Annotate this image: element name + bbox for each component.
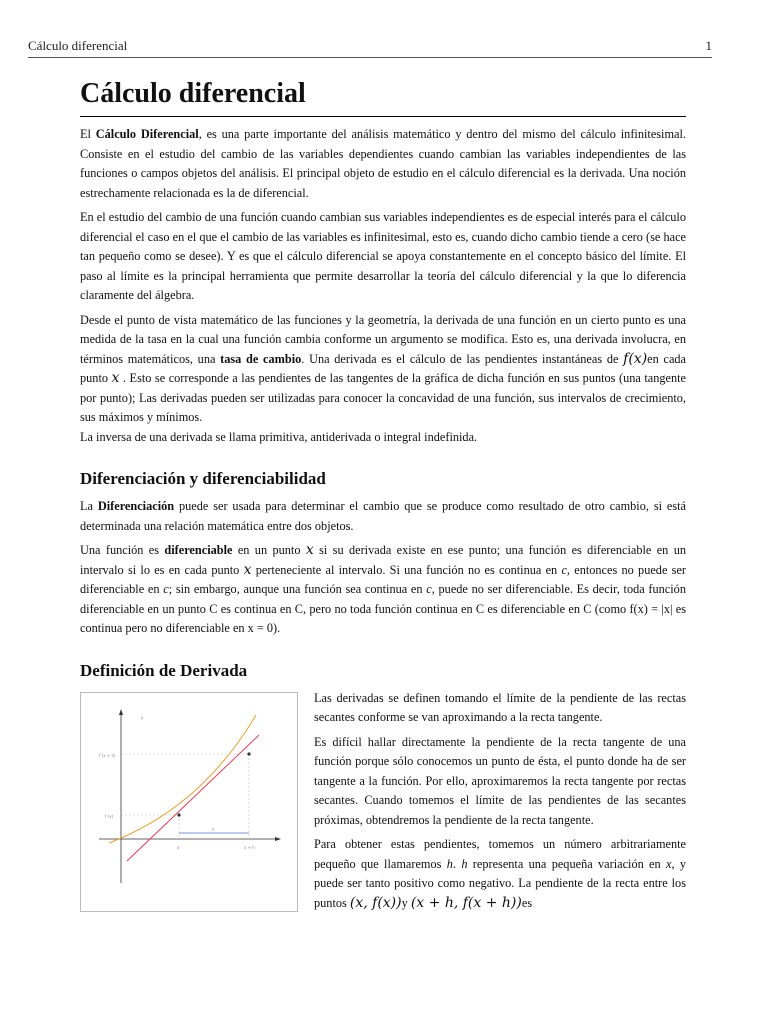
intro-paragraph-3 <box>80 311 686 448</box>
point-xh-fxh <box>247 752 250 755</box>
text-run: , es una parte importante del análisis matemático y dentro del mismo del cálculo infinitesimal. Consiste en el estudio del cambio de las variables dependientes cuando cambian las variables independientes de las funciones o campos objetos del análisis. El principal objeto de estudio en el cálculo diferencial es la derivada. Una noción estrechamente relacionada es la de diferencial. <box>80 127 686 200</box>
text-run: . Una derivada es el cálculo de las pendientes instantáneas de <box>301 351 624 366</box>
section1-paragraph-1 <box>80 497 686 536</box>
text-run: , entonces no puede ser diferenciable en <box>80 562 686 596</box>
secant-tangent-diagram <box>81 693 297 911</box>
label-x: x <box>177 844 180 850</box>
text-run: La <box>80 499 98 513</box>
text-run: Para obtener estas pendientes, tomemos un número arbitrariamente pequeño que llamaremos <box>314 837 686 871</box>
text-run: . Esto se corresponde a las pendientes de las tangentes de la gráfica de dicha función en sus puntos (una tangente por punto); Las derivadas pueden ser utilizadas para conocer la concavidad de una función, sus intervalos de crecimiento, sus máximos y mínimos. <box>80 371 686 424</box>
math-x: x <box>243 561 252 578</box>
x-axis-arrow-icon <box>275 837 281 841</box>
label-y: y <box>141 714 144 720</box>
function-curve <box>109 715 256 843</box>
text-run: en un punto <box>232 543 306 557</box>
running-header <box>28 38 712 58</box>
math-fx: f(x) <box>623 350 648 367</box>
text-run: , puede no ser diferenciable. Es decir, toda función diferenciable en un punto C es continua en C, pero no toda función continua en C es diferenciable en C (como f(x) = |x| es continua pero no diferenciable en x = 0). <box>80 582 686 635</box>
math-point-x-fx: (x, f(x)) <box>349 894 402 911</box>
text-run: es <box>521 895 533 910</box>
label-fxh: f (x + h) <box>99 752 116 758</box>
text-run: en cada punto <box>80 351 687 385</box>
term-tasa-de-cambio: tasa de cambio <box>220 351 302 366</box>
running-header-title: Cálculo diferencial <box>28 38 128 53</box>
text-run: puede ser usada para determinar el cambio que se produce como resultado de otro cambio, si está determinada una relación matemática entre dos objetos. <box>80 499 686 533</box>
text-run: Una función es <box>80 543 165 557</box>
intro-paragraph-1 <box>80 125 686 203</box>
page-number: 1 <box>705 38 712 53</box>
math-x: x <box>666 856 672 871</box>
secant-tangent-figure <box>80 692 298 912</box>
section-heading-diferenciacion: Diferenciación y diferenciabilidad <box>80 469 326 488</box>
intro-sentence-inversa: La inversa de una derivada se llama primitiva, antiderivada o integral indefinida. <box>80 429 478 444</box>
math-c: c <box>163 582 169 596</box>
section2-paragraph-2: Es difícil hallar directamente la pendiente de la recta tangente de una función porque sólo conocemos un punto de ésta, el punto donde ha de ser tangente a la función. Por ello, aproximaremos la recta tangente por rectas secantes. Cuando tomemos el límite de las pendientes de las secantes próximas, obtendremos la pendiente de la recta tangente. <box>314 734 686 827</box>
intro-paragraph-2: En el estudio del cambio de una función cuando cambian sus variables independientes es de especial interés para el cálculo diferencial el caso en el que el cambio de las variables es infinitesimal, esto es, cuando dicho cambio tiende a cero (se hace tan pequeño como se desee). Y es que el cálculo diferencial se apoya constantemente en el concepto básico del límite. El paso al límite es la principal herramienta que permite desarrollar la teoría del cálculo diferencial y la que lo diferencia claramente del álgebra. <box>80 210 686 302</box>
derivative-text-column <box>314 689 686 919</box>
term-diferenciacion: Diferenciación <box>97 499 175 513</box>
section2-paragraph-3 <box>314 835 686 913</box>
y-axis-arrow-icon <box>119 709 123 715</box>
section2-paragraph-1: Las derivadas se definen tomando el límite de la pendiente de las rectas secantes conforme se van aproximando a la recta tangente. <box>314 690 686 724</box>
label-fx: f (x) <box>105 813 114 819</box>
math-point-xh-fxh: (x + h, f(x + h)) <box>410 894 522 911</box>
text-run: Desde el punto de vista matemático de las funciones y la geometría, la derivada de una función en un cierto punto es una medida de la tasa en la cual una función cambia conforme un argumento se modifica. Esto es, una derivada involucra, en términos matemáticos, una <box>80 312 686 366</box>
math-c: c <box>561 562 567 577</box>
text-run: . <box>452 856 462 871</box>
label-h: h <box>212 826 215 832</box>
math-h: h <box>446 856 453 871</box>
point-x-fx <box>177 813 180 816</box>
document-body <box>80 78 686 918</box>
term-diferenciable: diferenciable <box>164 543 233 557</box>
section1-paragraph-2 <box>80 541 686 639</box>
text-run: representa una pequeña variación en <box>467 856 666 871</box>
term-calculo-diferencial: Cálculo Diferencial <box>95 127 199 141</box>
text-run: , y puede ser tanto positivo como negativo. La pendiente de la recta entre los puntos <box>314 856 687 910</box>
math-x: x <box>305 542 314 558</box>
text-run: si su derivada existe en ese punto; una función es diferenciable en un intervalo si lo es en cada punto <box>80 543 686 577</box>
label-xh: x + h <box>244 844 255 850</box>
math-c: c <box>426 582 432 596</box>
page-title: Cálculo diferencial <box>80 78 686 117</box>
text-run: El <box>80 127 96 141</box>
math-x: x <box>111 370 120 386</box>
text-run: ; sin embargo, aunque una función sea continua en <box>168 582 427 596</box>
text-run: perteneciente al intervalo. Si una función no es continua en <box>251 562 562 577</box>
derivative-section-columns <box>80 689 686 919</box>
text-run: y <box>401 895 411 910</box>
math-h: h <box>461 856 468 871</box>
section-heading-definicion-derivada: Definición de Derivada <box>80 660 248 680</box>
